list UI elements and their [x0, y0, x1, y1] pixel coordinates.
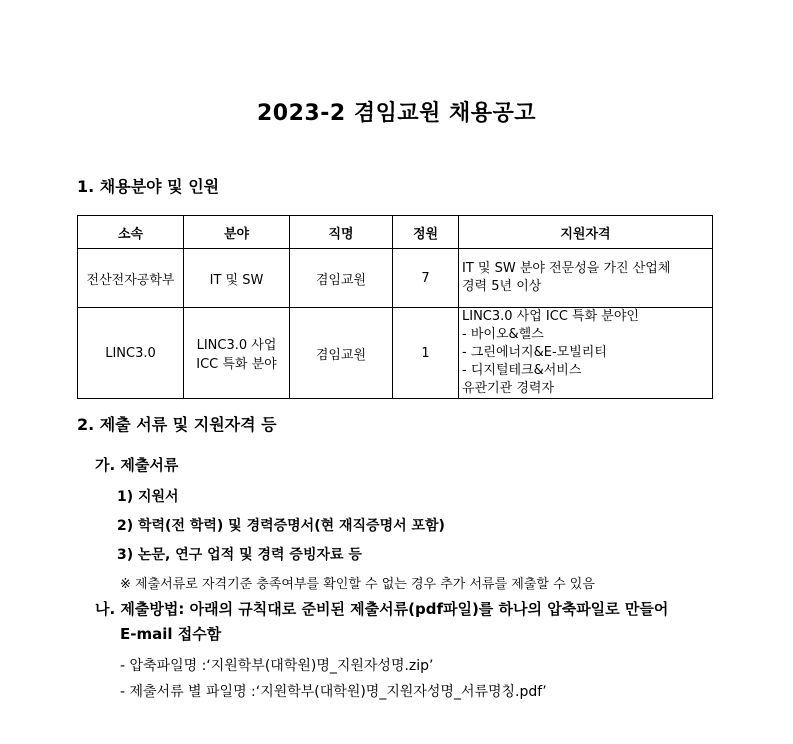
section2-heading: 2. 제출 서류 및 지원자격 등 — [77, 415, 277, 434]
table-row — [78, 249, 713, 308]
qualification-line: - 바이오&헬스 — [462, 327, 544, 342]
field-line: LINC3.0 사업 — [196, 338, 277, 353]
qualification-line: - 그린에너지&E-모빌리티 — [462, 345, 607, 360]
qualification-line: IT 및 SW 분야 전문성을 가진 산업체 — [462, 261, 671, 276]
cell-qualification — [459, 308, 713, 399]
filename-rule: - 제출서류 별 파일명 :‘지원학부(대학원)명_지원자성명_서류명칭.pdf’ — [120, 684, 547, 700]
document-item: 2) 학력(전 학력) 및 경력증명서(현 재직증명서 포함) — [117, 518, 445, 534]
header-field: 분야 — [184, 216, 290, 249]
cell-quota: 7 — [393, 249, 459, 308]
header-qualification: 지원자격 — [459, 216, 713, 249]
note-text: ※ 제출서류로 자격기준 충족여부를 확인할 수 없는 경우 추가 서류를 제출할 수 있음 — [120, 577, 595, 592]
header-dept: 소속 — [78, 216, 184, 249]
cell-field: IT 및 SW — [184, 249, 290, 308]
sub-b-heading-cont: E-mail 접수함 — [120, 625, 222, 643]
qualification-line: LINC3.0 사업 ICC 특화 분야인 — [462, 309, 639, 324]
header-position: 직명 — [290, 216, 393, 249]
page-title: 2023-2 겸임교원 채용공고 — [256, 101, 536, 126]
qualification-line: - 디지털테크&서비스 — [462, 363, 582, 378]
sub-a-heading: 가. 제출서류 — [95, 456, 179, 474]
filename-rule: - 압축파일명 :‘지원학부(대학원)명_지원자성명.zip’ — [120, 658, 434, 674]
table-header-row — [78, 216, 713, 249]
header-quota: 정원 — [393, 216, 459, 249]
document-item: 1) 지원서 — [117, 489, 179, 505]
sub-b-heading: 나. 제출방법: 아래의 규칙대로 준비된 제출서류(pdf파일)를 하나의 압축파일로 만들어 — [95, 600, 669, 618]
cell-field — [184, 308, 290, 399]
section1-heading: 1. 채용분야 및 인원 — [77, 177, 220, 196]
cell-dept: 전산전자공학부 — [78, 249, 184, 308]
table-row — [78, 308, 713, 399]
document-item: 3) 논문, 연구 업적 및 경력 증빙자료 등 — [117, 547, 362, 563]
cell-position: 겸임교원 — [290, 249, 393, 308]
qualification-line: 경력 5년 이상 — [462, 279, 542, 294]
recruit-table — [77, 215, 713, 399]
qualification-line: 유관기관 경력자 — [462, 381, 555, 396]
cell-qualification — [459, 249, 713, 308]
cell-position: 겸임교원 — [290, 308, 393, 399]
cell-quota: 1 — [393, 308, 459, 399]
field-line: ICC 특화 분야 — [196, 357, 277, 372]
cell-dept: LINC3.0 — [78, 308, 184, 399]
